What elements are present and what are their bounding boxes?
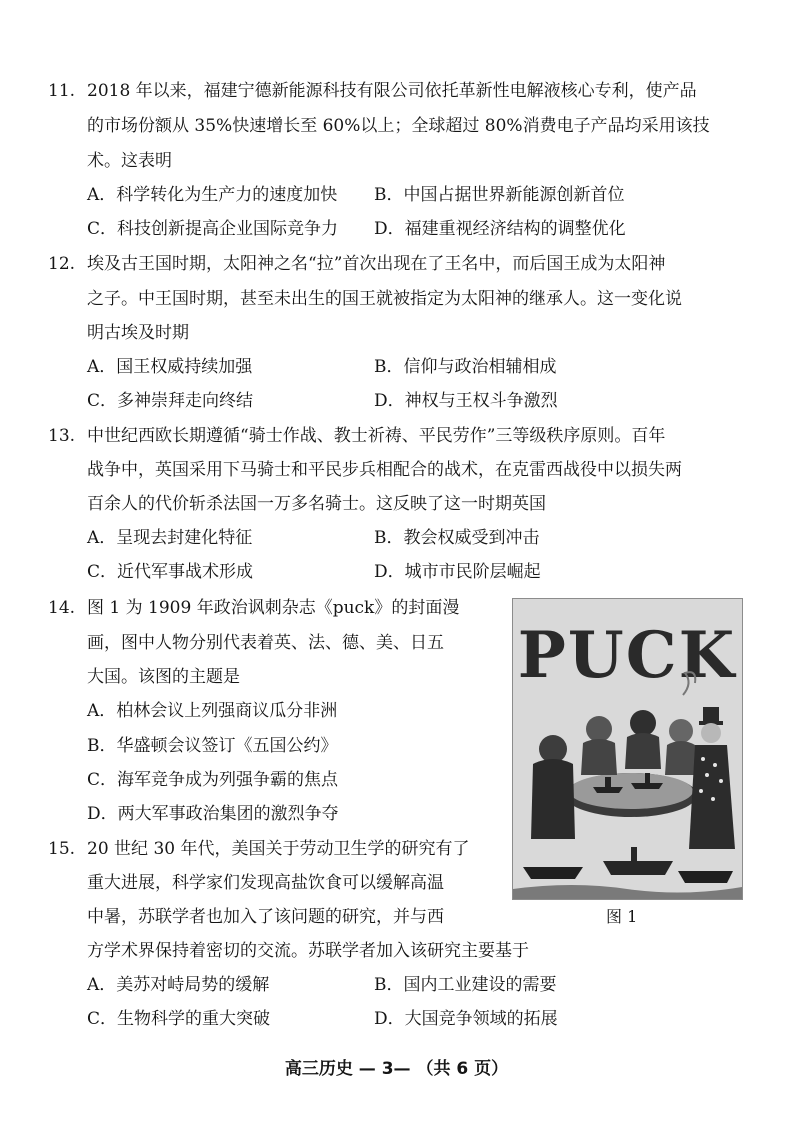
option-c: C．生物科学的重大突破 — [87, 1009, 271, 1029]
option-d: D．两大军事政治集团的激烈争夺 — [87, 804, 339, 824]
puck-cover-illustration — [512, 598, 743, 900]
option-a: A．国王权威持续加强 — [87, 357, 253, 377]
option-c: C．海军竞争成为列强争霸的焦点 — [87, 770, 339, 790]
question-text: 明古埃及时期 — [87, 323, 189, 343]
question-text: 2018 年以来，福建宁德新能源科技有限公司依托革新性电解液核心专利，使产品 — [87, 81, 697, 101]
question-text: 之子。中王国时期，甚至未出生的国王就被指定为太阳神的继承人。这一变化说 — [87, 289, 682, 309]
figure-caption: 图 1 — [606, 907, 638, 926]
option-b: B．国内工业建设的需要 — [374, 975, 557, 995]
question-text: 的市场份额从 35%快速增长至 60%以上；全球超过 80%消费电子产品均采用该技 — [87, 116, 710, 136]
question-number: 11. — [48, 81, 76, 101]
question-number: 12. — [48, 254, 76, 274]
option-d: D．城市市民阶层崛起 — [374, 562, 541, 582]
option-c: C．近代军事战术形成 — [87, 562, 254, 582]
question-text: 百余人的代价斩杀法国一万多名骑士。这反映了这一时期英国 — [87, 494, 546, 514]
page-footer: 高三历史 — 3— （共 6 页） — [284, 1059, 509, 1079]
question-text: 大国。该图的主题是 — [87, 667, 240, 687]
question-text: 中世纪西欧长期遵循“骑士作战、教士祈祷、平民劳作”三等级秩序原则。百年 — [87, 426, 666, 446]
option-a: A．美苏对峙局势的缓解 — [87, 975, 270, 995]
question-text: 画，图中人物分别代表着英、法、德、美、日五 — [87, 633, 444, 653]
question-text: 中暑，苏联学者也加入了该问题的研究，并与西 — [87, 907, 444, 927]
option-d: D．大国竞争领域的拓展 — [374, 1009, 558, 1029]
question-text: 战争中，英国采用下马骑士和平民步兵相配合的战术，在克雷西战役中以损失两 — [87, 460, 682, 480]
option-a: A．柏林会议上列强商议瓜分非洲 — [87, 701, 338, 721]
question-number: 15. — [48, 839, 76, 859]
question-text: 埃及古王国时期，太阳神之名“拉”首次出现在了王名中，而后国王成为太阳神 — [87, 254, 666, 274]
option-b: B．信仰与政治相辅相成 — [374, 357, 557, 377]
question-text: 重大进展，科学家们发现高盐饮食可以缓解高温 — [87, 873, 444, 893]
option-a: A．呈现去封建化特征 — [87, 528, 253, 548]
option-c: C．多神崇拜走向终结 — [87, 391, 254, 411]
question-text: 术。这表明 — [87, 151, 172, 171]
question-number: 13. — [48, 426, 76, 446]
option-b: B．华盛顿会议签订《五国公约》 — [87, 736, 338, 756]
question-text: 方学术界保持着密切的交流。苏联学者加入该研究主要基于 — [87, 941, 529, 961]
puck-masthead: PUCK — [517, 618, 737, 693]
option-c: C．科技创新提高企业国际竞争力 — [87, 219, 339, 239]
option-a: A．科学转化为生产力的速度加快 — [87, 185, 338, 205]
cartoon-drawing — [513, 599, 742, 899]
question-text: 20 世纪 30 年代，美国关于劳动卫生学的研究有了 — [87, 839, 470, 859]
question-text: 图 1 为 1909 年政治讽刺杂志《puck》的封面漫 — [87, 598, 460, 618]
question-number: 14. — [48, 598, 76, 618]
option-b: B．中国占据世界新能源创新首位 — [374, 185, 625, 205]
option-d: D．福建重视经济结构的调整优化 — [374, 219, 626, 239]
option-b: B．教会权威受到冲击 — [374, 528, 540, 548]
option-d: D．神权与王权斗争激烈 — [374, 391, 558, 411]
